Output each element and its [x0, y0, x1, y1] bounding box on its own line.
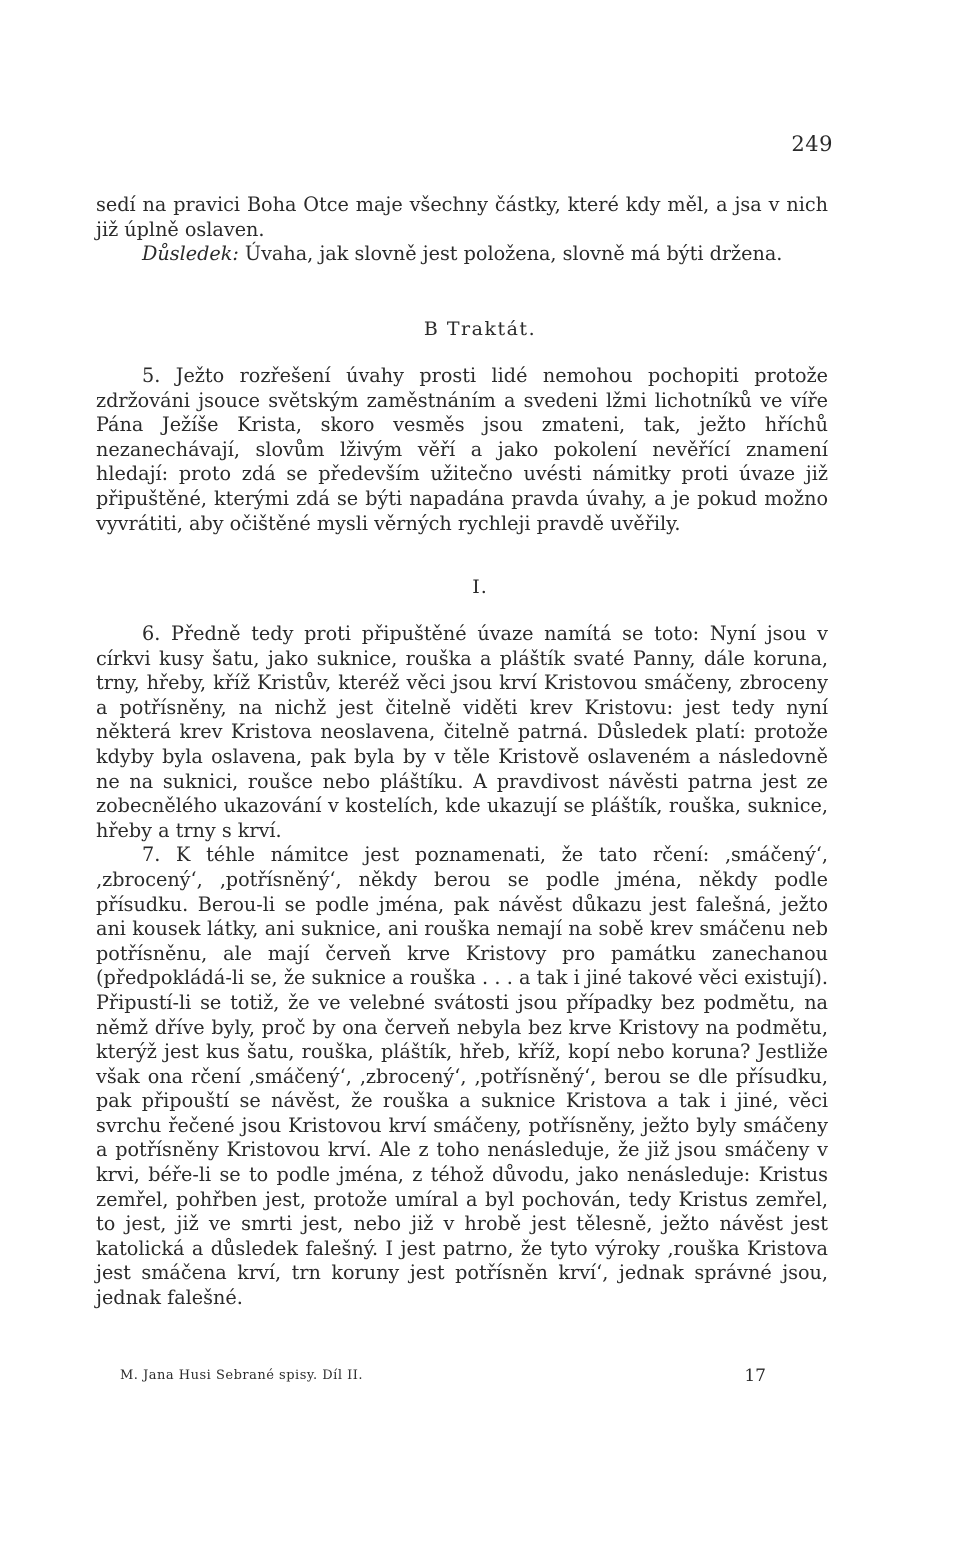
paragraph-6: 6. Předně tedy proti připuštěné úvaze namítá se toto: Nyní jsou v církvi kusy šatu, jako suknice, rouška a pláštík svaté Panny, dále koruna, trny, hřeby, kříž Kristův, kteréž věci jsou krví Kristovou smáčeny, zbroceny a potřísněny, na nichž jest čitelně viděti krev Kristovu: jest tedy nyní některá krev Kristova neoslavena, čitelně patrná. Důsledek platí: protože kdyby byla oslavena, pak byla by v těle Kristově oslaveném a následovně ne na suknici, roušce nebo pláštíku. A pravdivost návěsti patrna jest ze zobecnělého ukazování v kostelích, kde ukazují se pláštík, rouška, suknice, hřeby a trny s krví.: [96, 622, 828, 842]
intro-paragraph: sedí na pravici Boha Otce maje všechny částky, které kdy měl, a jsa v nich již úplně oslaven.: [96, 193, 828, 241]
footer-signature-note: M. Jana Husi Sebrané spisy. Díl II.: [120, 1368, 364, 1383]
page-number: 249: [791, 132, 833, 156]
section-i-text-block: [96, 622, 828, 1311]
paragraph-7: 7. K téhle námitce jest poznamenati, že tato rčení: ‚smáčený‘, ‚zbrocený‘, ‚potřísněný‘, někdy berou se podle jména, někdy podle přísudku. Berou-li se podle jména, pak návěst důkazu jest falešná, ježto ani kousek látky, ani suknice, ani rouška nemají na sobě krev smáčenu neb potřísněnu, ale mají červeň krve Kristovy pro památku zanechanou (předpokládá-li se, že suknice a rouška . . . a tak i jiné takové věci existují). Připustí-li se totiž, že ve velebné svátosti jsou případky bez podmětu, na němž dříve byly, proč by ona červeň nebyla bez krve Kristovy na podmětu, kterýž jest kus šatu, rouška, pláštík, hřeb, kříž, kopí nebo koruna? Jestliže však ona rčení ‚smáčený‘, ‚zbrocený‘, ‚potřísněný‘, berou se dle přísudku, pak připouští se návěst, že rouška a suknice Kristova a tak i jiné, věci svrchu řečené jsou Kristovou krví smáčeny, potřísněny, ježto byly smáčeny a potřísněny Kristovou krví. Ale z toho nenásleduje, že již jsou smáčeny v krvi, béře-li se to podle jména, z téhož důvodu, jako nenásleduje: Kristus zemřel, pohřben jest, protože umíral a byl pochován, tedy Kristus zemřel, to jest, již ve smrti jest, nebo již v hrobě jest tělesně, ježto návěst jest katolická a důsledek falešný. I jest patrno, že tyto výroky ‚rouška Kristova jest smáčena krví, trn koruny jest potřísněn krví‘, jednak správné jsou, jednak falešné.: [96, 843, 828, 1310]
section-heading-traktat: B Traktát.: [423, 318, 537, 340]
footer-signature-number: 17: [744, 1366, 766, 1386]
traktat-text-block: [96, 364, 828, 536]
section-heading-i: I.: [472, 576, 488, 598]
paragraph-5: 5. Ježto rozřešení úvahy prosti lidé nemohou pochopiti protože zdržováni jsouce světským zaměstnáním a svedeni lžmi lichotníků ve víře Pána Ježíše Krista, skoro vesměs jsou zmateni, tak, ježto hříchů nezanechávají, slovům lživým věří a jako pokolení nevěřící znamení hledají: proto zdá se především užitečno uvésti námitky proti úvaze již připuštěné, kterými zdá se býti napadána pravda úvahy, a je pokud možno vyvrátiti, aby očištěné mysli věrných rychleji pravdě uvěřily.: [96, 364, 828, 535]
intro-text-block: [96, 193, 828, 267]
consequence-label: Důsledek:: [142, 242, 239, 266]
consequence-text: Úvaha, jak slovně jest položena, slovně má býti držena.: [238, 242, 783, 266]
consequence-paragraph: [96, 242, 828, 267]
